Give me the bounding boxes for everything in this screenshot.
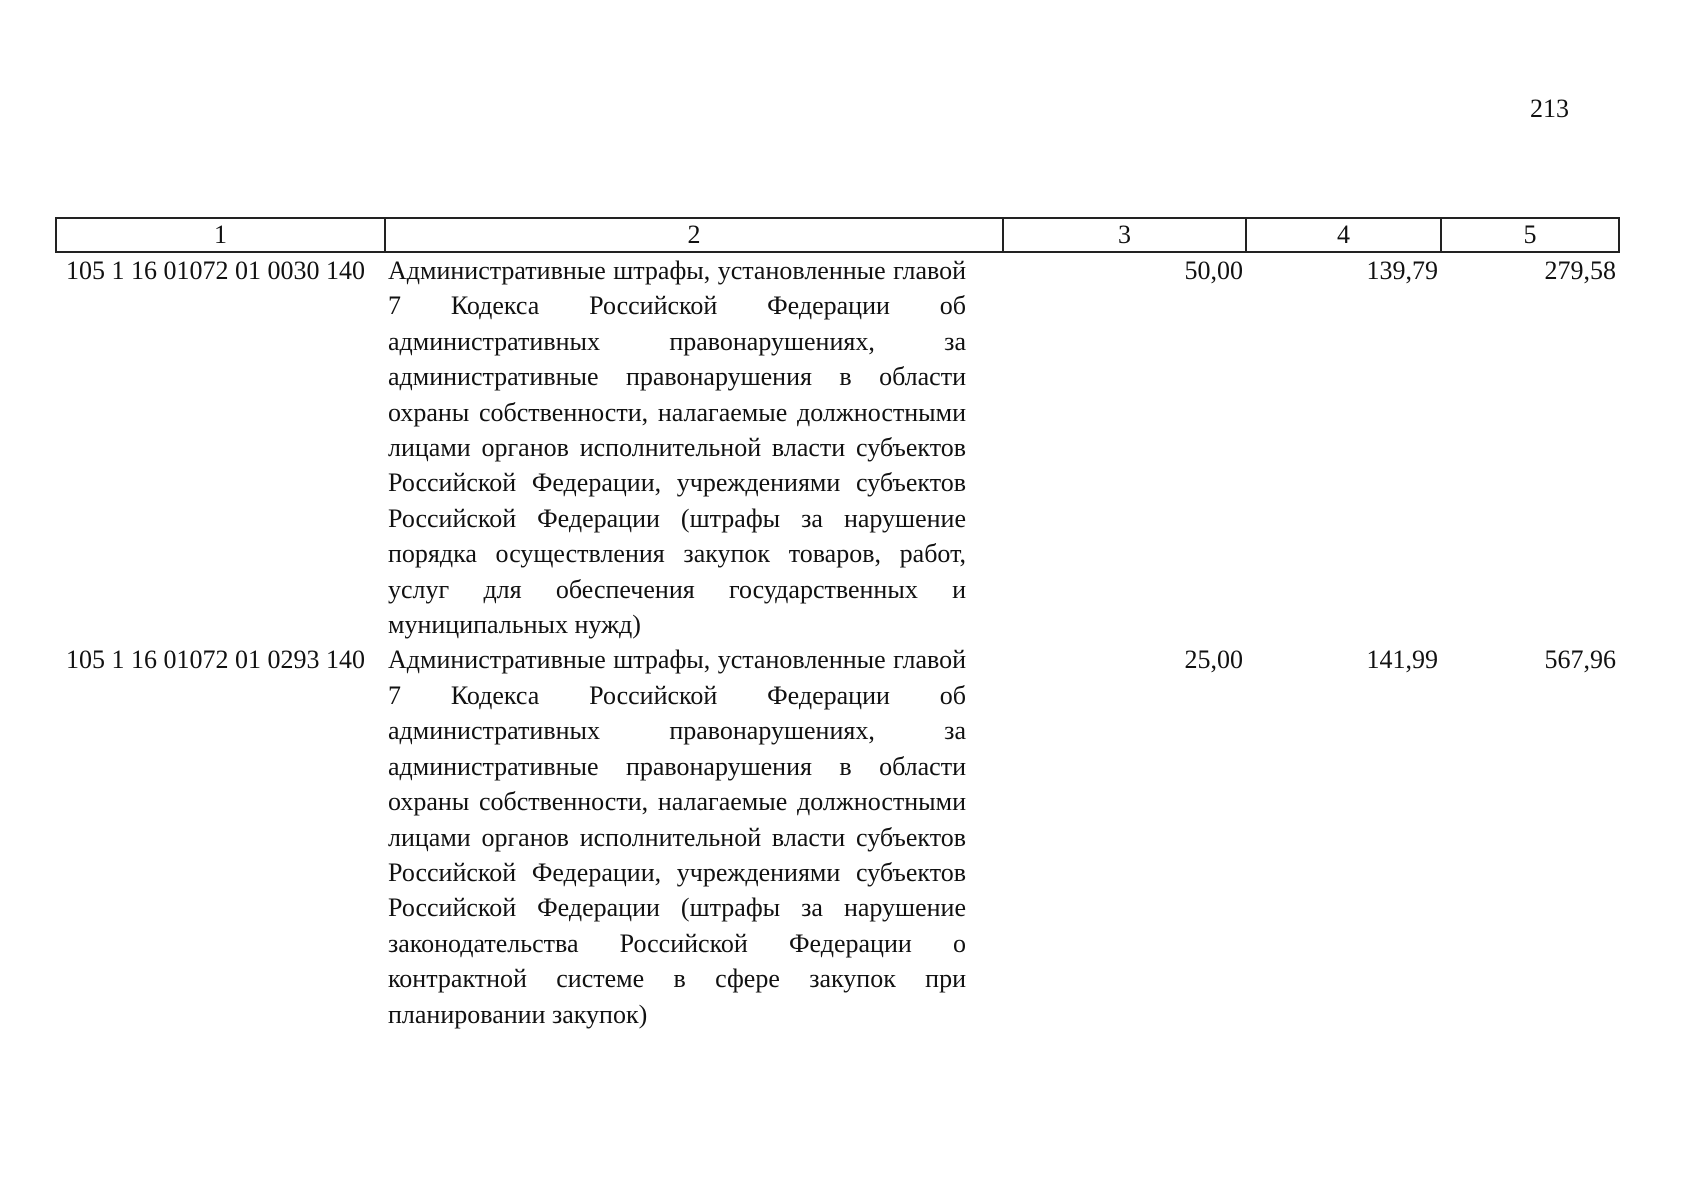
description-text: Административные штрафы, установленные главой 7 Кодекса Российской Федерации об административных правонарушениях, за административные правонарушения в области охраны собственности, налагаемые должностными лицами органов исполнительной власти субъектов Российской Федерации, учреждениями субъектов Российской Федерации (штрафы за нарушение законодательства Российской Федерации о контрактной системе в сфере закупок при планировании закупок) bbox=[388, 645, 966, 1029]
value-cell-col3: 50,00 bbox=[1184, 256, 1243, 285]
header-cell-3: 3 bbox=[1003, 218, 1246, 252]
value-cell-col3: 25,00 bbox=[1184, 645, 1243, 675]
value-cell-col5: 567,96 bbox=[1544, 645, 1616, 675]
header-cell-1: 1 bbox=[56, 218, 385, 252]
header-cell-5: 5 bbox=[1441, 218, 1619, 252]
budget-code-cell: 105 1 16 01072 01 0293 140 bbox=[66, 645, 365, 675]
table-header-row bbox=[56, 218, 1619, 252]
description-cell bbox=[385, 642, 1003, 1031]
page-number: 213 bbox=[1530, 94, 1569, 123]
table-row bbox=[56, 252, 1619, 642]
description-text: Административные штрафы, установленные главой 7 Кодекса Российской Федерации об административных правонарушениях, за административные правонарушения в области охраны собственности, налагаемые должностными лицами органов исполнительной власти субъектов Российской Федерации, учреждениями субъектов Российской Федерации (штрафы за нарушение порядка осуществления закупок товаров, работ, услуг для обеспечения государственных и муниципальных нужд) bbox=[388, 256, 966, 640]
description-cell bbox=[385, 252, 1003, 642]
budget-table bbox=[55, 217, 1620, 1032]
value-cell-col4: 141,99 bbox=[1366, 645, 1438, 675]
budget-code-cell: 105 1 16 01072 01 0030 140 bbox=[66, 256, 365, 285]
header-cell-2: 2 bbox=[385, 218, 1003, 252]
value-cell-col5: 279,58 bbox=[1544, 256, 1616, 285]
header-cell-4: 4 bbox=[1246, 218, 1441, 252]
table-row bbox=[56, 642, 1619, 1031]
value-cell-col4: 139,79 bbox=[1366, 256, 1438, 285]
